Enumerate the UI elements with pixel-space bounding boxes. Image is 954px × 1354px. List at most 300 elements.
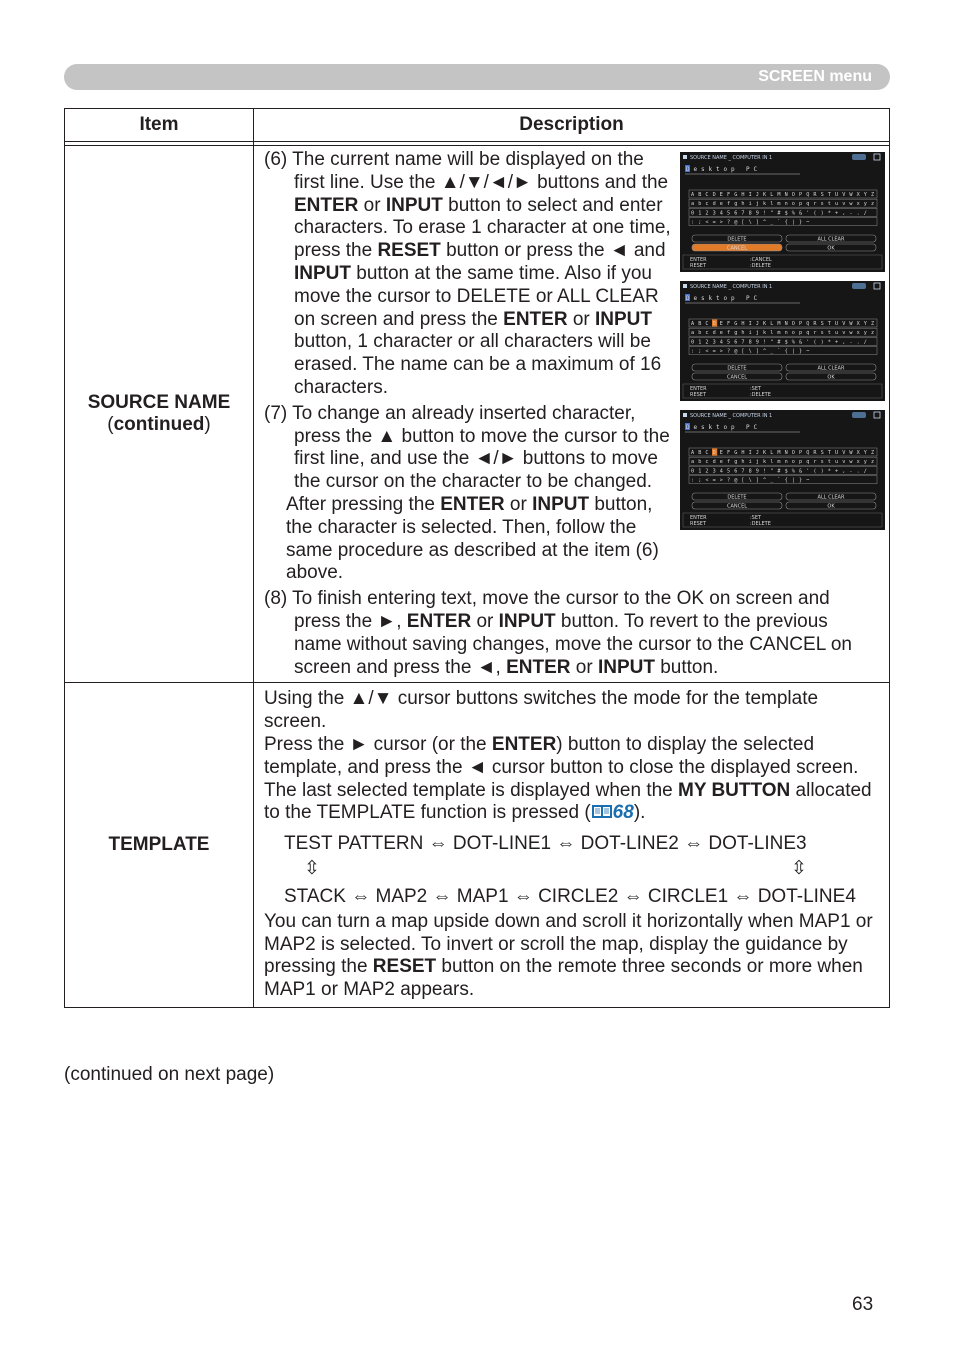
char-key[interactable]: u	[835, 201, 839, 208]
char-key[interactable]: w	[849, 459, 853, 466]
char-key[interactable]: +	[835, 339, 839, 346]
char-key[interactable]: t	[827, 459, 831, 466]
char-key[interactable]: x	[856, 330, 860, 337]
char-key[interactable]: n	[784, 201, 788, 208]
char-key[interactable]: A	[691, 321, 695, 327]
char-key[interactable]: @	[734, 219, 738, 226]
char-key[interactable]: >	[719, 219, 723, 226]
char-key[interactable]: @	[734, 477, 738, 484]
char-key[interactable]: (	[813, 468, 817, 475]
osd-menu-icon	[683, 284, 687, 288]
char-key[interactable]: s	[820, 330, 824, 337]
char-key[interactable]: Q	[806, 321, 810, 327]
char-key[interactable]: S	[820, 192, 824, 198]
char-key[interactable]: y	[863, 330, 867, 337]
char-key[interactable]: K	[763, 192, 767, 198]
char-key[interactable]: $	[784, 468, 788, 475]
char-key[interactable]: 3	[712, 210, 716, 217]
char-key[interactable]: z	[871, 459, 875, 466]
char-key[interactable]: k	[763, 459, 767, 466]
char-key[interactable]: [	[741, 477, 745, 484]
char-key[interactable]: a	[691, 330, 695, 337]
char-key[interactable]: 1	[698, 339, 702, 346]
char-key[interactable]: n	[784, 330, 788, 337]
char-key[interactable]: F	[727, 450, 731, 456]
char-key[interactable]: ^	[763, 477, 767, 484]
char-key[interactable]: 4	[719, 210, 723, 217]
char-key[interactable]: N	[784, 450, 788, 456]
char-key[interactable]: H	[741, 450, 745, 456]
char-key[interactable]: 0	[691, 210, 695, 217]
char-key[interactable]: ,	[842, 468, 846, 475]
char-key[interactable]: #	[777, 468, 781, 475]
char-key[interactable]: *	[827, 339, 831, 346]
char-key[interactable]: =	[712, 219, 716, 226]
char-key[interactable]: G	[734, 321, 738, 327]
char-key[interactable]: [	[741, 219, 745, 226]
char-key[interactable]: <	[705, 348, 709, 355]
char-key[interactable]: /	[863, 468, 867, 475]
char-key[interactable]: 4	[719, 468, 723, 475]
char-key[interactable]: p	[799, 201, 803, 208]
char-key[interactable]: %	[791, 339, 795, 346]
char-key[interactable]: N	[784, 192, 788, 198]
char-key[interactable]: a	[691, 201, 695, 208]
char-key[interactable]: e	[719, 201, 723, 208]
char-key[interactable]: 2	[705, 339, 709, 346]
char-key[interactable]: g	[734, 201, 738, 208]
char-key[interactable]: ;	[698, 348, 702, 355]
char-key[interactable]: f	[727, 330, 731, 337]
char-key[interactable]: ?	[727, 477, 731, 484]
char-key[interactable]: u	[835, 330, 839, 337]
char-key[interactable]: V	[842, 321, 846, 327]
char-key[interactable]: x	[856, 201, 860, 208]
char-key[interactable]: r	[813, 201, 817, 208]
char-key[interactable]: o	[791, 201, 795, 208]
char-key[interactable]: M	[777, 192, 781, 198]
char-key[interactable]: $	[784, 210, 788, 217]
char-key[interactable]: (	[813, 210, 817, 217]
char-key[interactable]: -	[849, 339, 853, 346]
desc-template	[254, 683, 890, 1008]
char-key[interactable]: h	[741, 201, 745, 208]
char-key[interactable]: 8	[748, 468, 752, 475]
char-key[interactable]: }	[799, 219, 803, 226]
char-key[interactable]: q	[806, 330, 810, 337]
char-key[interactable]: ~	[806, 219, 810, 226]
char-key[interactable]: .	[856, 210, 860, 217]
char-key[interactable]: O	[791, 450, 795, 456]
char-key[interactable]: ]	[755, 219, 759, 226]
char-key[interactable]: =	[712, 477, 716, 484]
char-key[interactable]: _	[770, 348, 774, 355]
char-key[interactable]: Z	[871, 450, 875, 456]
char-key[interactable]: `	[777, 477, 781, 484]
char-key[interactable]: e	[719, 330, 723, 337]
char-key[interactable]: t	[827, 330, 831, 337]
char-key[interactable]: ^	[763, 219, 767, 226]
char-key[interactable]: i	[748, 330, 752, 337]
char-key[interactable]: C	[705, 192, 709, 198]
char-key[interactable]: +	[835, 210, 839, 217]
char-key[interactable]: 8	[748, 339, 752, 346]
char-key[interactable]: ;	[698, 219, 702, 226]
char-key[interactable]: *	[827, 468, 831, 475]
char-key[interactable]: $	[784, 339, 788, 346]
char-key[interactable]: c	[705, 201, 709, 208]
char-key[interactable]: s	[820, 459, 824, 466]
char-key[interactable]: `	[777, 219, 781, 226]
char-key[interactable]: T	[827, 192, 831, 198]
name-char	[739, 166, 743, 173]
svg-text:DELETE: DELETE	[727, 365, 747, 372]
char-key[interactable]: W	[849, 321, 853, 327]
char-key[interactable]: 7	[741, 468, 745, 475]
guide-key: RESET	[690, 392, 707, 398]
char-key[interactable]: E	[719, 450, 723, 456]
name-char	[739, 424, 743, 431]
char-key[interactable]: }	[799, 477, 803, 484]
char-key[interactable]: {	[784, 219, 788, 226]
char-key[interactable]: o	[791, 459, 795, 466]
char-key[interactable]: I	[748, 450, 752, 456]
char-key[interactable]: %	[791, 468, 795, 475]
char-key[interactable]: V	[842, 450, 846, 456]
char-key[interactable]: D	[712, 192, 716, 198]
char-key[interactable]: }	[799, 348, 803, 355]
char-key[interactable]: W	[849, 450, 853, 456]
char-key[interactable]: >	[719, 477, 723, 484]
char-key[interactable]: b	[698, 201, 702, 208]
step-6: (6) The current name will be displayed on the first line. Use the ▲/▼/◄/► buttons and the ENTER or INPUT button to select and enter characters. To erase 1 character at one time, press the RESET button or press the ◄ and INPUT button at the same time. Also if you move the cursor to DELETE or ALL CLEAR on screen and press the ENTER or INPUT button, 1 character or all characters will be erased. The name can be a maximum of 16 characters.	[264, 149, 671, 398]
char-key[interactable]: #	[777, 210, 781, 217]
char-key[interactable]: S	[820, 450, 824, 456]
char-key[interactable]: f	[727, 201, 731, 208]
char-key[interactable]: ~	[806, 348, 810, 355]
char-key[interactable]: %	[791, 210, 795, 217]
char-key[interactable]: n	[784, 459, 788, 466]
char-key[interactable]: .	[856, 339, 860, 346]
char-key[interactable]: c	[705, 330, 709, 337]
char-key[interactable]: 6	[734, 468, 738, 475]
char-key[interactable]: {	[784, 348, 788, 355]
char-key[interactable]: (	[813, 339, 817, 346]
char-key[interactable]: o	[791, 330, 795, 337]
svg-text:CANCEL: CANCEL	[726, 503, 748, 510]
char-key[interactable]: v	[842, 201, 846, 208]
book-ref	[591, 802, 634, 825]
char-key[interactable]: R	[813, 450, 817, 456]
char-key[interactable]: j	[755, 201, 759, 208]
char-key[interactable]: <	[705, 219, 709, 226]
char-key[interactable]: \	[748, 219, 752, 226]
char-key[interactable]: 3	[712, 339, 716, 346]
char-key[interactable]: l	[770, 459, 774, 466]
char-key[interactable]: 9	[755, 339, 759, 346]
char-key[interactable]: ]	[755, 477, 759, 484]
char-key[interactable]: M	[777, 321, 781, 327]
char-key[interactable]: 0	[691, 468, 695, 475]
guide-action: :DELETE	[750, 263, 771, 269]
char-key[interactable]: w	[849, 201, 853, 208]
name-char: C	[753, 424, 758, 431]
char-key[interactable]: V	[842, 192, 846, 198]
char-key[interactable]: 3	[712, 468, 716, 475]
char-key[interactable]: "	[770, 339, 774, 346]
guide-key: ENTER	[690, 257, 707, 263]
char-key[interactable]: P	[799, 192, 803, 198]
char-key[interactable]: 7	[741, 339, 745, 346]
char-key[interactable]: .	[856, 468, 860, 475]
char-key[interactable]: Y	[863, 192, 867, 198]
char-key[interactable]: c	[705, 459, 709, 466]
char-key[interactable]: \	[748, 348, 752, 355]
char-key[interactable]: g	[734, 459, 738, 466]
char-key[interactable]: ~	[806, 477, 810, 484]
cancel-button[interactable]	[692, 244, 782, 252]
char-key[interactable]: p	[799, 330, 803, 337]
char-key[interactable]: r	[813, 330, 817, 337]
char-key[interactable]: ,	[842, 210, 846, 217]
char-key[interactable]: T	[827, 450, 831, 456]
char-key[interactable]: X	[856, 321, 860, 327]
char-key[interactable]: D	[712, 450, 716, 456]
char-key[interactable]: U	[835, 192, 839, 198]
char-key[interactable]: _	[770, 477, 774, 484]
char-key[interactable]: '	[806, 468, 810, 475]
char-key[interactable]: z	[871, 330, 875, 337]
char-key[interactable]: X	[856, 192, 860, 198]
char-key[interactable]: J	[755, 192, 759, 198]
char-key[interactable]: z	[871, 201, 875, 208]
char-key[interactable]: K	[763, 321, 767, 327]
step-7-after: After pressing the ENTER or INPUT button, the character is selected. Then, follow the same procedure as described at the item (6) above.	[286, 493, 659, 584]
char-key[interactable]: 6	[734, 210, 738, 217]
char-key[interactable]: >	[719, 348, 723, 355]
char-key[interactable]: E	[719, 321, 723, 327]
char-key[interactable]: h	[741, 330, 745, 337]
char-key[interactable]: |	[791, 348, 795, 355]
char-key[interactable]: G	[734, 450, 738, 456]
char-key[interactable]: b	[698, 459, 702, 466]
char-key[interactable]: X	[856, 450, 860, 456]
char-key[interactable]: L	[770, 450, 774, 456]
char-key[interactable]: :	[691, 477, 695, 484]
char-key[interactable]: &	[799, 339, 803, 346]
char-key[interactable]: R	[813, 192, 817, 198]
char-key[interactable]: I	[748, 192, 752, 198]
char-key[interactable]: :	[691, 348, 695, 355]
char-key[interactable]: -	[849, 210, 853, 217]
char-key[interactable]: q	[806, 459, 810, 466]
char-key[interactable]: K	[763, 450, 767, 456]
char-key[interactable]: k	[763, 330, 767, 337]
char-key[interactable]: e	[719, 459, 723, 466]
char-key[interactable]: H	[741, 321, 745, 327]
char-key[interactable]: J	[755, 450, 759, 456]
char-key[interactable]: Z	[871, 321, 875, 327]
osd-title: SOURCE NAME _ COMPUTER IN 1	[690, 284, 773, 290]
char-key[interactable]: !	[763, 339, 767, 346]
updown-arrow-icon: ⇳	[791, 857, 807, 879]
char-key[interactable]: R	[813, 321, 817, 327]
char-key[interactable]: J	[755, 321, 759, 327]
char-key[interactable]: Q	[806, 192, 810, 198]
char-key[interactable]: d	[712, 201, 716, 208]
char-key[interactable]: <	[705, 477, 709, 484]
char-key[interactable]: ;	[698, 477, 702, 484]
char-key[interactable]: ,	[842, 339, 846, 346]
char-key[interactable]: #	[777, 339, 781, 346]
char-key[interactable]: Y	[863, 450, 867, 456]
char-key[interactable]: L	[770, 192, 774, 198]
char-key[interactable]: T	[827, 321, 831, 327]
char-key[interactable]: O	[791, 192, 795, 198]
char-key[interactable]: )	[820, 210, 824, 217]
char-key[interactable]: 9	[755, 210, 759, 217]
char-key[interactable]: [	[741, 348, 745, 355]
char-key[interactable]: Q	[806, 450, 810, 456]
char-key[interactable]: \	[748, 477, 752, 484]
char-key[interactable]: F	[727, 321, 731, 327]
char-key[interactable]: w	[849, 330, 853, 337]
char-key[interactable]: i	[748, 459, 752, 466]
char-key[interactable]: M	[777, 450, 781, 456]
char-key[interactable]: N	[784, 321, 788, 327]
char-key[interactable]: &	[799, 210, 803, 217]
char-key[interactable]: ^	[763, 348, 767, 355]
char-key[interactable]: 5	[727, 468, 731, 475]
char-key[interactable]: ?	[727, 348, 731, 355]
char-key[interactable]: 8	[748, 210, 752, 217]
char-key[interactable]: r	[813, 459, 817, 466]
char-key[interactable]: 6	[734, 339, 738, 346]
char-key[interactable]: `	[777, 348, 781, 355]
char-key[interactable]: !	[763, 468, 767, 475]
char-key[interactable]: F	[727, 192, 731, 198]
char-key[interactable]: y	[863, 201, 867, 208]
char-key[interactable]: m	[777, 459, 781, 466]
char-key[interactable]: k	[763, 201, 767, 208]
char-key[interactable]: B	[698, 321, 702, 327]
char-key[interactable]: 1	[698, 468, 702, 475]
char-key[interactable]: a	[691, 459, 695, 466]
char-key[interactable]: W	[849, 192, 853, 198]
char-key[interactable]: 2	[705, 210, 709, 217]
char-key[interactable]: {	[784, 477, 788, 484]
char-key[interactable]: P	[799, 450, 803, 456]
char-key[interactable]: '	[806, 339, 810, 346]
char-key[interactable]: )	[820, 339, 824, 346]
char-key[interactable]: 2	[705, 468, 709, 475]
char-key[interactable]: j	[755, 459, 759, 466]
char-key[interactable]: j	[755, 330, 759, 337]
char-key[interactable]: &	[799, 468, 803, 475]
char-key[interactable]: "	[770, 210, 774, 217]
char-key[interactable]: 9	[755, 468, 759, 475]
char-key[interactable]: A	[691, 192, 695, 198]
char-key[interactable]: L	[770, 321, 774, 327]
char-key[interactable]: /	[863, 339, 867, 346]
char-key[interactable]: s	[820, 201, 824, 208]
char-key[interactable]: x	[856, 459, 860, 466]
char-key[interactable]: B	[698, 450, 702, 456]
char-key[interactable]: 5	[727, 339, 731, 346]
char-key[interactable]: _	[770, 219, 774, 226]
char-key[interactable]: m	[777, 201, 781, 208]
char-key[interactable]: S	[820, 321, 824, 327]
guide-action: :DELETE	[750, 521, 771, 527]
char-key[interactable]: H	[741, 192, 745, 198]
char-key[interactable]: y	[863, 459, 867, 466]
char-key[interactable]: '	[806, 210, 810, 217]
char-key[interactable]: -	[849, 468, 853, 475]
char-key[interactable]: /	[863, 210, 867, 217]
char-key[interactable]: =	[712, 348, 716, 355]
char-key[interactable]: A	[691, 450, 695, 456]
char-key[interactable]: 5	[727, 210, 731, 217]
char-key[interactable]: "	[770, 468, 774, 475]
char-key[interactable]: U	[835, 450, 839, 456]
char-key[interactable]: i	[748, 201, 752, 208]
char-key[interactable]: U	[835, 321, 839, 327]
char-key[interactable]: !	[763, 210, 767, 217]
char-key[interactable]: D	[712, 321, 716, 327]
char-key[interactable]: f	[727, 459, 731, 466]
char-key[interactable]: @	[734, 348, 738, 355]
char-key[interactable]: *	[827, 210, 831, 217]
char-key[interactable]: Y	[863, 321, 867, 327]
char-key[interactable]: O	[791, 321, 795, 327]
char-key[interactable]: d	[712, 459, 716, 466]
char-key[interactable]: )	[820, 468, 824, 475]
char-key[interactable]: 0	[691, 339, 695, 346]
char-key[interactable]: 4	[719, 339, 723, 346]
char-key[interactable]: u	[835, 459, 839, 466]
char-key[interactable]: q	[806, 201, 810, 208]
char-key[interactable]: +	[835, 468, 839, 475]
char-key[interactable]: ?	[727, 219, 731, 226]
char-key[interactable]: 7	[741, 210, 745, 217]
char-key[interactable]: ]	[755, 348, 759, 355]
char-key[interactable]: B	[698, 192, 702, 198]
char-key[interactable]: G	[734, 192, 738, 198]
char-key[interactable]: P	[799, 321, 803, 327]
char-key[interactable]: h	[741, 459, 745, 466]
char-key[interactable]: p	[799, 459, 803, 466]
char-key[interactable]: Z	[871, 192, 875, 198]
char-key[interactable]: v	[842, 459, 846, 466]
char-key[interactable]: m	[777, 330, 781, 337]
char-key[interactable]: b	[698, 330, 702, 337]
char-key[interactable]: E	[719, 192, 723, 198]
char-key[interactable]: I	[748, 321, 752, 327]
char-key[interactable]: |	[791, 219, 795, 226]
char-key[interactable]: l	[770, 201, 774, 208]
name-char: o	[723, 424, 728, 431]
char-key[interactable]: g	[734, 330, 738, 337]
char-key[interactable]: C	[705, 321, 709, 327]
char-key[interactable]: d	[712, 330, 716, 337]
char-key[interactable]: l	[770, 330, 774, 337]
char-key[interactable]: t	[827, 201, 831, 208]
char-key[interactable]: C	[705, 450, 709, 456]
char-key[interactable]: 1	[698, 210, 702, 217]
char-key[interactable]: |	[791, 477, 795, 484]
char-key[interactable]: :	[691, 219, 695, 226]
char-key[interactable]: v	[842, 330, 846, 337]
